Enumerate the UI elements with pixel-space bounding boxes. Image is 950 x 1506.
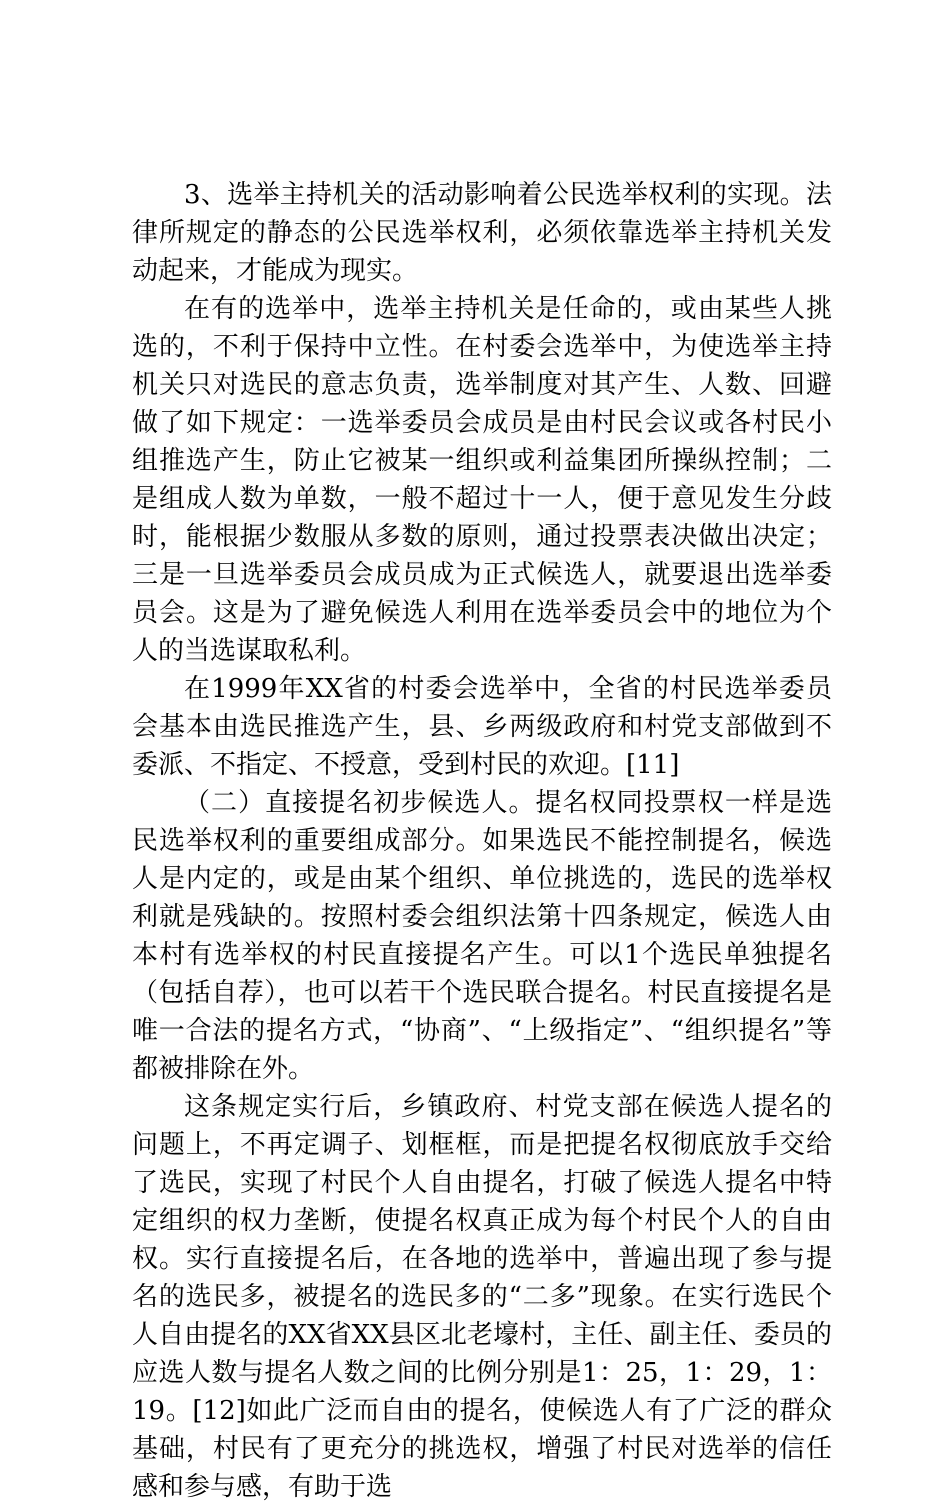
paragraph-1999-province-example: 在1999年XX省的村委会选举中，全省的村民选举委员会基本由选民推选产生，县、乡两级政府和村党支部做到不委派、不指定、不授意，受到村民的欢迎。[11] xyxy=(132,674,832,780)
document-page xyxy=(132,176,832,1506)
paragraph-direct-nomination: （二）直接提名初步候选人。提名权同投票权一样是选民选举权利的重要组成部分。如果选民不能控制提名，候选人是内定的，或是由某个组织、单位挑选的，选民的选举权利就是残缺的。按照村委会组织法第十四条规定，候选人由本村有选举权的村民直接提名产生。可以1个选民单独提名（包括自荐），也可以若干个选民联合提名。村民直接提名是唯一合法的提名方式，“协商”、“上级指定”、“组织提名”等都被排除在外。 xyxy=(132,788,832,1084)
paragraph-nomination-effects: 这条规定实行后，乡镇政府、村党支部在候选人提名的问题上，不再定调子、划框框，而是把提名权彻底放手交给了选民，实现了村民个人自由提名，打破了候选人提名中特定组织的权力垄断，使提名权真正成为每个村民个人的自由权。实行直接提名后，在各地的选举中，普遍出现了参与提名的选民多，被提名的选民多的“二多”现象。在实行选民个人自由提名的XX省XX县区北老壕村，主任、副主任、委员的应选人数与提名人数之间的比例分别是1：25，1：29，1：19。[12]如此广泛而自由的提名，使候选人有了广泛的群众基础，村民有了更充分的挑选权，增强了村民对选举的信任感和参与感，有助于选 xyxy=(132,1092,832,1502)
paragraph-election-host-organ: 3、选举主持机关的活动影响着公民选举权利的实现。法律所规定的静态的公民选举权利，必须依靠选举主持机关发动起来，才能成为现实。 xyxy=(132,180,832,286)
paragraph-host-organ-rules: 在有的选举中，选举主持机关是任命的，或由某些人挑选的，不利于保持中立性。在村委会选举中，为使选举主持机关只对选民的意志负责，选举制度对其产生、人数、回避做了如下规定：一选举委员会成员是由村民会议或各村民小组推选产生，防止它被某一组织或利益集团所操纵控制；二是组成人数为单数，一般不超过十一人，便于意见发生分歧时，能根据少数服从多数的原则，通过投票表决做出决定；三是一旦选举委员会成员成为正式候选人，就要退出选举委员会。这是为了避免候选人利用在选举委员会中的地位为个人的当选谋取私利。 xyxy=(132,294,832,666)
